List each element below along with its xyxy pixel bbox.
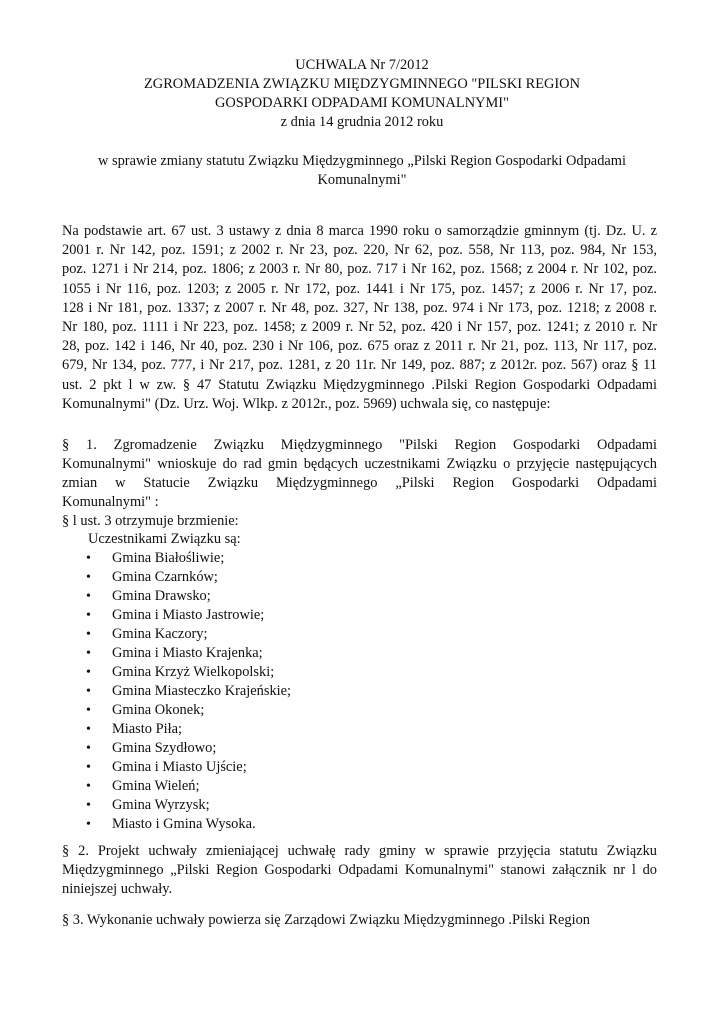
bullet: • (86, 779, 91, 794)
resolution-header (0, 56, 724, 132)
basis-line: 28, poz. 142 i 146, Nr 40, poz. 230 i Nr 106, poz. 675 oraz z 2011 r. Nr 21, poz. 113, Nr 117, poz. (62, 338, 657, 355)
member-name: Gmina Okonek; (112, 702, 205, 718)
bullet: • (86, 627, 91, 642)
list-item (86, 568, 291, 587)
amendment-intro: § l ust. 3 otrzymuje brzmienie: (62, 513, 239, 529)
list-item (86, 701, 291, 720)
member-name: Gmina Drawsko; (112, 588, 211, 604)
section-1-paragraph (62, 436, 657, 512)
bullet: • (86, 684, 91, 699)
section-3-paragraph: § 3. Wykonanie uchwały powierza się Zarządowi Związku Międzygminnego .Pilski Region (62, 912, 590, 928)
basis-line: 1055 i Nr 116, poz. 1203; z 2005 r. Nr 172, poz. 1441 i Nr 175, poz. 1457; z 2006 r. Nr 17, poz. (62, 280, 657, 297)
basis-line: Na podstawie art. 67 ust. 3 ustawy z dnia 8 marca 1990 roku o samorządzie gminnym (tj. Dz. U. z (62, 223, 657, 239)
list-item (86, 777, 291, 796)
subject-line2: Komunalnymi" (317, 172, 407, 188)
member-name: Miasto Piła; (112, 721, 182, 737)
bullet: • (86, 665, 91, 680)
member-name: Gmina Kaczory; (112, 626, 208, 642)
section-1-line: § 1. Zgromadzenie Związku Międzygminnego "Pilski Region Gospodarki Odpadami (62, 437, 657, 453)
list-item (86, 682, 291, 701)
member-name: Gmina Białośliwie; (112, 550, 225, 566)
member-name: Gmina i Miasto Jastrowie; (112, 607, 265, 623)
section-1-line: Komunalnymi" wnioskuje do rad gmin będących uczestnikami Związku o przyjęcie następujących (62, 456, 657, 472)
members-list (86, 549, 291, 834)
bullet: • (86, 589, 91, 604)
bullet: • (86, 551, 91, 566)
list-item (86, 625, 291, 644)
member-name: Gmina Miasteczko Krajeńskie; (112, 683, 292, 699)
issuing-body-line2: GOSPODARKI ODPADAMI KOMUNALNYMI" (215, 95, 509, 111)
section-1-line: zmian w Statucie Związku Międzygminnego „Pilski Region Gospodarki Odpadami (62, 475, 657, 491)
bullet: • (86, 722, 91, 737)
section-2-paragraph (62, 842, 657, 899)
member-name: Gmina Wieleń; (112, 778, 200, 794)
subject-line1: w sprawie zmiany statutu Związku Międzygminnego „Pilski Region Gospodarki Odpadami (98, 153, 626, 169)
bullet: • (86, 817, 91, 832)
resolution-subject (80, 152, 644, 190)
list-item (86, 644, 291, 663)
member-name: Gmina Wyrzysk; (112, 797, 210, 813)
list-item (86, 720, 291, 739)
members-heading: Uczestnikami Związku są: (88, 531, 241, 547)
list-item (86, 549, 291, 568)
basis-line: 2001 r. Nr 142, poz. 1591; z 2002 r. Nr 23, poz. 220, Nr 62, poz. 558, Nr 113, poz. 984, Nr 153, (62, 242, 657, 259)
resolution-number: UCHWALA Nr 7/2012 (295, 57, 429, 73)
bullet: • (86, 570, 91, 585)
list-item (86, 739, 291, 758)
bullet: • (86, 798, 91, 813)
basis-line: poz. 1271 i Nr 214, poz. 1806; z 2003 r. Nr 80, poz. 717 i Nr 162, poz. 1568; z 2004 r. Nr 102, poz. (62, 261, 657, 278)
bullet: • (86, 760, 91, 775)
list-item (86, 796, 291, 815)
list-item (86, 815, 291, 834)
member-name: Gmina Krzyż Wielkopolski; (112, 664, 275, 680)
list-item (86, 663, 291, 682)
list-item (86, 587, 291, 606)
resolution-date: z dnia 14 grudnia 2012 roku (280, 114, 444, 130)
section-1-line: Komunalnymi" : (62, 494, 159, 510)
member-name: Gmina i Miasto Krajenka; (112, 645, 263, 661)
member-name: Gmina Czarnków; (112, 569, 218, 585)
member-name: Gmina i Miasto Ujście; (112, 759, 247, 775)
legal-basis-paragraph (62, 222, 657, 414)
section-2-line: § 2. Projekt uchwały zmieniającej uchwałę rady gminy w sprawie przyjęcia statutu Związku (62, 843, 657, 859)
bullet: • (86, 608, 91, 623)
member-name: Miasto i Gmina Wysoka. (112, 816, 256, 832)
list-item (86, 758, 291, 777)
basis-line: 679, Nr 134, poz. 777, i Nr 217, poz. 1281, z 20 11r. Nr 149, poz. 887; z 2012r. poz. 567) oraz § 11 (62, 357, 657, 374)
list-item (86, 606, 291, 625)
bullet: • (86, 646, 91, 661)
issuing-body-line1: ZGROMADZENIA ZWIĄZKU MIĘDZYGMINNEGO "PILSKI REGION (144, 76, 580, 92)
member-name: Gmina Szydłowo; (112, 740, 217, 756)
bullet: • (86, 741, 91, 756)
basis-line: ust. 2 pkt l w zw. § 47 Statutu Związku Międzygminnego .Pilski Region Gospodarki Odpadami (62, 376, 657, 393)
section-2-line: niniejszej uchwały. (62, 881, 173, 897)
basis-line: 128 i Nr 181, poz. 1337; z 2007 r. Nr 48, poz. 327, Nr 138, poz. 974 i Nr 173, poz. 1218; z 2008 r. (62, 299, 657, 316)
basis-line: Komunalnymi" (Dz. Urz. Woj. Wlkp. z 2012r., poz. 5969) uchwala się, co następuje: (62, 395, 551, 412)
bullet: • (86, 703, 91, 718)
basis-line: Nr 180, poz. 1111 i Nr 223, poz. 1458; z 2009 r. Nr 52, poz. 420 i Nr 157, poz. 1241; z 2010 r. Nr (62, 319, 657, 336)
section-2-line: Międzygminnego „Pilski Region Gospodarki Odpadami Komunalnymi" stanowi załącznik nr l do (62, 862, 657, 878)
